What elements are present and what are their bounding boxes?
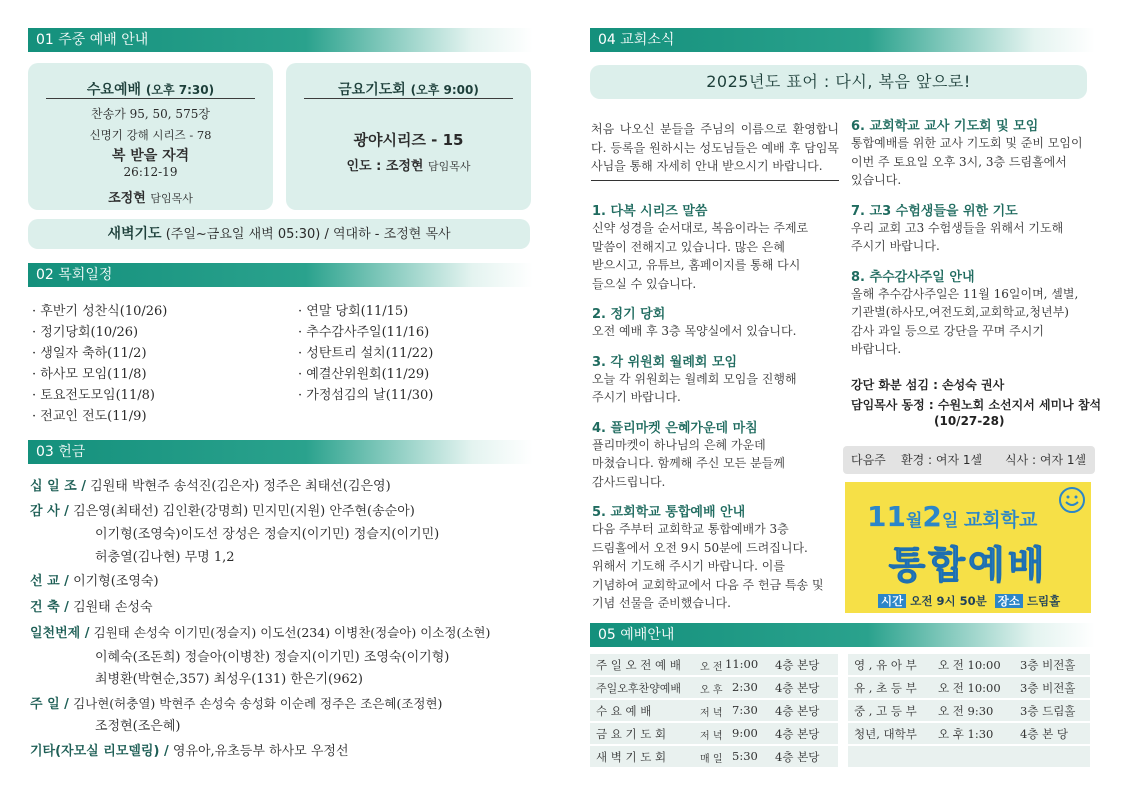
news-line: 감사 과일 등으로 강단을 꾸며 주시기 [851, 323, 1044, 338]
news-line: 기관별(하사모,여전도회,교회학교,청년부) [851, 305, 1069, 319]
service-name: 수 요 예 배 [596, 704, 652, 718]
news-line: 위해서 기도해 주시기 바랍니다. 이를 [592, 559, 785, 573]
news-line: 플리마켓이 하나님의 은혜 가운데 [592, 437, 766, 452]
news-line: 오전 예배 후 3층 목양실에서 있습니다. [592, 324, 797, 338]
news-title: 1. 다복 시리즈 말씀 [592, 204, 708, 219]
news-item [851, 115, 1101, 190]
news-title: 8. 추수감사주일 안내 [851, 269, 975, 285]
fri-leader-line [286, 155, 531, 174]
fri-role: 담임목사 [428, 160, 471, 173]
service-name: 주 일 오 전 예 배 [596, 658, 681, 672]
service-room: 4층 본당 [775, 727, 820, 741]
news-item [592, 200, 842, 293]
schedule-item: · 연말 당회(11/15) [298, 304, 409, 319]
schedule-item: · 후반기 성찬식(10/26) [32, 304, 168, 319]
schedule-item: · 추수감사주일(11/16) [298, 325, 430, 340]
banner-time: 오전 9시 50분 [910, 594, 987, 608]
dept-time: 오 전 9:30 [938, 704, 994, 718]
dept-room: 3층 비전홀 [1020, 658, 1076, 672]
fri-series: 광야시리즈 - 15 [353, 131, 464, 149]
offering-names: 이혜숙(조돈희) 정슬아(이병찬) 정슬지(이기민) 조영숙(이기형) [95, 650, 450, 665]
news-column-left [592, 200, 842, 613]
banner-month: 11 [867, 500, 906, 533]
wed-preacher: 조정현 [108, 191, 146, 206]
section-header-schedule: 02 목회일정 [28, 263, 533, 287]
wed-role: 담임목사 [150, 192, 193, 205]
service-time: 7:30 [732, 703, 758, 717]
offering-label: 선 교 / [30, 574, 69, 589]
service-room: 4층 본당 [775, 658, 820, 672]
offering-row-sunday [30, 693, 442, 712]
offering-names: 영유아,유초등부 하사모 우정선 [172, 744, 349, 759]
pastor-news-label: 담임목사 동정 : [851, 398, 934, 412]
offering-row-thousand [30, 622, 490, 641]
banner-day-unit: 일 [941, 511, 959, 531]
news-title: 7. 고3 수험생들을 위한 기도 [851, 203, 1018, 219]
service-name: 새 벽 기 도 회 [596, 750, 667, 764]
fri-title-line [304, 79, 513, 99]
news-item [592, 303, 842, 341]
wed-preacher-line [28, 187, 273, 206]
pastor-news [851, 396, 1101, 413]
section-header-news: 04 교회소식 [590, 28, 1095, 52]
service-name: 금 요 기 도 회 [596, 727, 667, 741]
wed-title: 수요예배 [86, 82, 142, 98]
service-period: 저 녁 [700, 708, 723, 719]
wednesday-worship-box [28, 63, 273, 210]
service-name: 주일오후찬양예배 [596, 682, 682, 695]
section-header-weekday-worship: 01 주중 예배 안내 [28, 28, 533, 52]
offering-names: 조정현(조은혜) [95, 719, 181, 734]
news-title: 4. 플리마켓 은혜가운데 마침 [592, 420, 758, 436]
flower-offering: 강단 화분 섬김 : 손성숙 권사 [851, 378, 1005, 392]
news-line: 이번 주 토요일 오후 3시, 3층 드림홀에서 [851, 154, 1067, 169]
service-time: 11:00 [725, 657, 759, 671]
table-row-bg [848, 746, 1090, 767]
duty-week: 다음주 [851, 453, 886, 467]
schedule-item: · 전교인 전도(11/9) [32, 409, 147, 424]
schedule-item: · 생일자 축하(11/2) [32, 346, 147, 361]
banner-day: 2 [922, 500, 942, 533]
school-worship-banner [845, 482, 1091, 613]
dept-room: 3층 비전홀 [1020, 681, 1076, 695]
news-title: 3. 각 위원회 월례회 모임 [592, 354, 738, 370]
dawn-detail: (주일~금요일 새벽 05:30) / 역대하 - 조정현 목사 [165, 227, 451, 242]
schedule-item: · 가정섬김의 날(11/30) [298, 388, 434, 403]
wed-time: (오후 7:30) [145, 83, 215, 97]
news-line: 주시기 바랍니다. [851, 239, 940, 253]
schedule-item: · 예결산위원회(11/29) [298, 367, 430, 382]
news-item [592, 417, 842, 492]
news-column-right [851, 115, 1101, 359]
dept-name: 중 , 고 등 부 [854, 704, 917, 718]
dawn-prayer-bar [28, 219, 530, 249]
worship-table-school [848, 654, 1090, 766]
offering-label: 일천번제 / [30, 626, 90, 641]
banner-date-line [867, 500, 1037, 533]
offering-names: 김나현(허충열) 박현주 손성숙 송성화 이순례 정주은 조은혜(조정현) [73, 696, 443, 711]
offering-label: 기타(자모실 리모델링) / [30, 744, 169, 759]
dept-room: 4층 본 당 [1020, 727, 1068, 741]
smiley-icon [1058, 486, 1086, 514]
pastor-news-dates: (10/27-28) [934, 414, 1005, 428]
offering-names: 최병환(박현순,357) 최성우(131) 한은기(962) [95, 672, 363, 687]
news-line: 드림홀에서 오전 9시 50분에 드려집니다. [592, 540, 808, 555]
dept-name: 유 , 초 등 부 [854, 681, 917, 695]
banner-place-tag: 장소 [995, 594, 1023, 608]
offering-names: 김원태 손성숙 이기민(정슬지) 이도선(234) 이병찬(정슬아) 이소정(소현) [93, 625, 491, 640]
section-header-offering: 03 헌금 [28, 440, 533, 464]
news-line: 받으시고, 유튜브, 홈페이지를 통해 다시 [592, 258, 801, 272]
wed-hymns: 찬송가 95, 50, 575장 [91, 107, 210, 121]
news-line: 기념 선물을 준비했습니다. [592, 596, 731, 610]
news-line: 바랍니다. [851, 342, 902, 356]
offering-row-thanks [30, 500, 415, 519]
news-line: 주시기 바랍니다. [592, 390, 681, 404]
news-line: 우리 교회 고3 수험생들을 위해서 기도해 [851, 220, 1064, 235]
news-item [851, 200, 1101, 256]
news-title: 6. 교회학교 교사 기도회 및 모임 [851, 119, 1039, 134]
offering-row-other [30, 740, 349, 759]
service-time: 9:00 [732, 726, 758, 740]
news-line: 기념하여 교회학교에서 다음 주 헌금 특송 및 [592, 577, 824, 592]
news-item [592, 501, 842, 613]
fri-leader: 인도 : 조정현 [346, 159, 424, 174]
service-room: 4층 본당 [775, 681, 820, 695]
offering-names: 김은영(최태선) 김인환(강명희) 민지민(지원) 안주현(송순아) [73, 504, 415, 519]
service-period: 오 후 [700, 685, 723, 696]
service-period: 저 녁 [700, 731, 723, 742]
duty-environment: 환경 : 여자 1셀 [901, 453, 983, 467]
friday-prayer-box [286, 63, 531, 210]
service-time: 5:30 [732, 749, 758, 763]
service-room: 4층 본당 [775, 750, 820, 764]
offering-names: 이기형(조영숙)이도선 장성은 정슬지(이기민) 정슬지(이기민) [95, 527, 440, 542]
section-header-worship-guide: 05 예배안내 [590, 623, 1095, 647]
offering-names: 이기형(조영숙) [73, 574, 159, 589]
wed-series: 신명기 강해 시리즈 - 78 [89, 128, 212, 142]
dept-room: 3층 드림홀 [1020, 704, 1076, 718]
schedule-item: · 토요전도모임(11/8) [32, 388, 155, 403]
service-period: 오 전 [700, 662, 723, 673]
offering-names: 김원태 박현주 송석진(김은자) 정주은 최태선(김은영) [90, 479, 391, 494]
dept-time: 오 전 10:00 [938, 658, 1001, 672]
dept-time: 오 전 10:00 [938, 681, 1001, 695]
news-line: 오늘 각 위원회는 월례회 모임을 진행해 [592, 371, 797, 386]
welcome-text: 처음 나오신 분들을 주님의 이름으로 환영합니다. 등록을 원하시는 성도님들은 예배 후 담임목사님을 통해 자세히 안내 받으시기 바랍니다. [591, 122, 839, 173]
news-item [592, 351, 842, 407]
yearly-motto: 2025년도 표어 : 다시, 복음 앞으로! [590, 65, 1087, 99]
news-line: 있습니다. [851, 173, 902, 187]
worship-table-main [590, 654, 838, 766]
offering-row-tithe [30, 475, 391, 494]
banner-time-tag: 시간 [878, 594, 906, 608]
offering-label: 주 일 / [30, 697, 69, 712]
service-room: 4층 본당 [775, 704, 820, 718]
duty-bar [843, 446, 1095, 474]
news-title: 2. 정기 당회 [592, 307, 666, 322]
news-line: 감사드립니다. [592, 474, 666, 489]
offering-label: 건 축 / [30, 600, 69, 615]
fri-time: (오후 9:00) [410, 83, 479, 97]
offering-names: 허충열(김나현) 무명 1,2 [95, 550, 235, 565]
news-line: 신약 성경을 순서대로, 복음이라는 주제로 [592, 221, 809, 235]
offering-names: 김원태 손성숙 [73, 600, 153, 615]
wed-verse: 26:12-19 [123, 165, 178, 179]
news-line: 올해 추수감사주일은 11월 16일이며, 셀별, [851, 286, 1079, 301]
wed-title-line [46, 79, 255, 99]
dawn-title: 새벽기도 [107, 226, 162, 242]
news-line: 말씀이 전해지고 있습니다. 많은 은혜 [592, 239, 785, 254]
offering-row-mission [30, 570, 159, 589]
dept-time: 오 후 1:30 [938, 727, 994, 741]
fri-title: 금요기도회 [338, 82, 406, 98]
schedule-item: · 하사모 모임(11/8) [32, 367, 147, 382]
banner-month-unit: 월 [905, 511, 923, 531]
offering-label: 감 사 / [30, 504, 69, 519]
pastor-news-text: 수원노회 소선지서 세미나 참석 [937, 398, 1102, 412]
welcome-note [591, 120, 839, 181]
offering-label: 십 일 조 / [30, 479, 86, 494]
service-time: 2:30 [732, 680, 758, 694]
banner-info [878, 593, 1060, 609]
schedule-item: · 정기당회(10/26) [32, 325, 139, 340]
news-line: 마쳤습니다. 함께해 주신 모든 분들께 [592, 456, 785, 470]
offering-row-building [30, 596, 153, 615]
news-line: 다음 주부터 교회학교 통합예배가 3층 [592, 522, 789, 536]
duty-meal: 식사 : 여자 1셀 [1005, 453, 1087, 467]
dept-name: 영 , 유 아 부 [854, 658, 917, 672]
news-line: 들으실 수 있습니다. [592, 276, 697, 291]
service-period: 매 일 [700, 754, 723, 765]
news-line: 통합예배를 위한 교사 기도회 및 준비 모임이 [851, 136, 1083, 150]
banner-place: 드림홀 [1026, 594, 1061, 608]
schedule-item: · 성탄트리 설치(11/22) [298, 346, 434, 361]
news-item [851, 266, 1101, 359]
banner-title: 통합예배 [888, 543, 1048, 587]
news-title: 5. 교회학교 통합예배 안내 [592, 505, 746, 520]
banner-school: 교회학교 [963, 509, 1038, 531]
wed-sermon-title: 복 받을 자격 [111, 148, 190, 164]
dept-name: 청년, 대학부 [854, 727, 917, 741]
